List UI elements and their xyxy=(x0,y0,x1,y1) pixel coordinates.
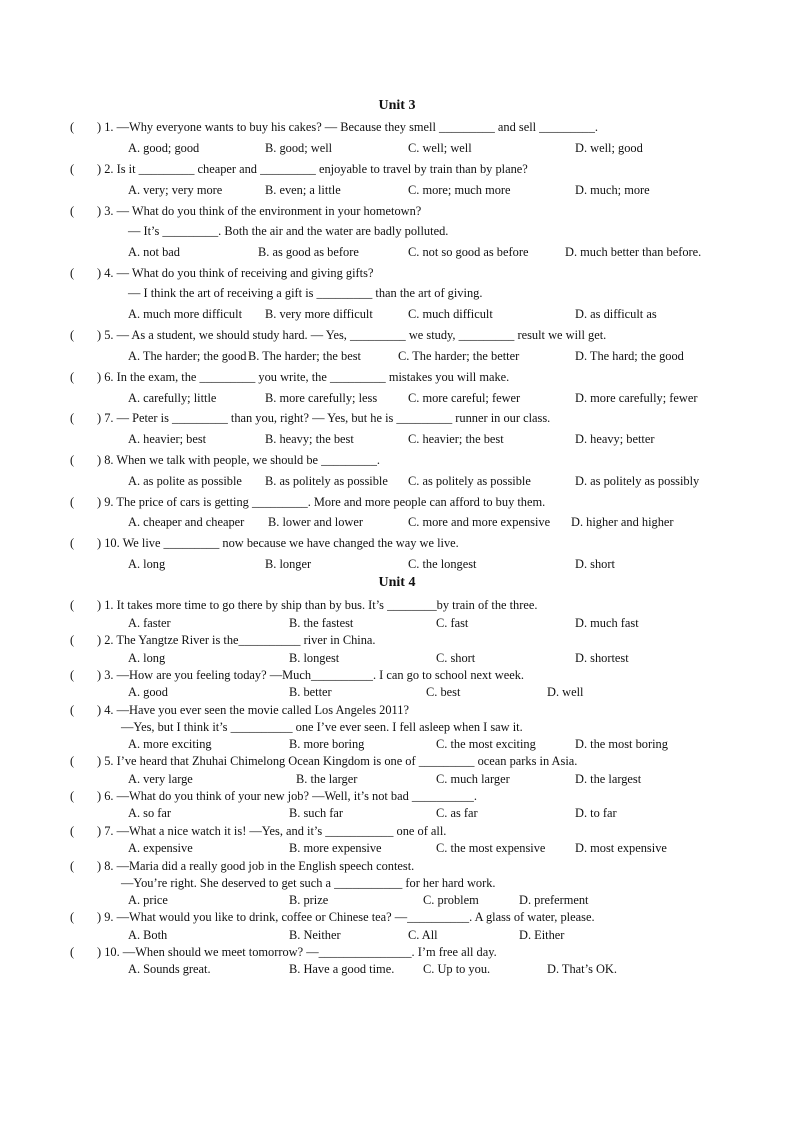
question-text: ) 2. Is it _________ cheaper and _________ enjoyable to travel by train than by plane? xyxy=(97,162,528,176)
question-text: ) 10. —When should we meet tomorrow? —_______________. I’m free all day. xyxy=(97,945,497,959)
option-b[interactable]: B. Have a good time. xyxy=(289,962,395,976)
options-row xyxy=(0,891,794,909)
option-c[interactable]: C. the most exciting xyxy=(436,737,536,751)
option-c[interactable]: C. The harder; the better xyxy=(398,349,520,363)
option-d[interactable]: D. heavy; better xyxy=(575,432,655,446)
option-d[interactable]: D. much better than before. xyxy=(565,245,702,259)
option-a[interactable]: A. as polite as possible xyxy=(128,474,242,488)
option-a[interactable]: A. good xyxy=(128,685,168,699)
option-b[interactable]: B. such far xyxy=(289,806,344,820)
options-row xyxy=(0,555,794,573)
options-row xyxy=(0,804,794,822)
option-c[interactable]: C. more careful; fewer xyxy=(408,391,521,405)
options-row xyxy=(0,181,794,199)
answer-bracket[interactable]: ( xyxy=(70,703,75,717)
option-d[interactable]: D. much; more xyxy=(575,183,650,197)
answer-bracket[interactable]: ( xyxy=(70,495,75,509)
option-b[interactable]: B. the larger xyxy=(296,772,358,786)
question-text: ) 9. The price of cars is getting _________. More and more people can afford to buy them. xyxy=(97,495,546,509)
options-row xyxy=(0,305,794,323)
option-c[interactable]: C. heavier; the best xyxy=(408,432,504,446)
question-text-continued: — It’s _________. Both the air and the water are badly polluted. xyxy=(128,224,449,238)
option-b[interactable]: B. more boring xyxy=(289,737,365,751)
options-row xyxy=(0,683,794,701)
question-text: ) 10. We live _________ now because we have changed the way we live. xyxy=(97,536,459,550)
option-d[interactable]: D. higher and higher xyxy=(571,515,674,529)
option-d[interactable]: D. well; good xyxy=(575,141,643,155)
option-d[interactable]: D. the most boring xyxy=(575,737,668,751)
option-c[interactable]: C. best xyxy=(426,685,461,699)
answer-bracket[interactable]: ( xyxy=(70,204,75,218)
option-d[interactable]: D. much fast xyxy=(575,616,639,630)
option-b[interactable]: B. more carefully; less xyxy=(265,391,378,405)
option-c[interactable]: C. more and more expensive xyxy=(408,515,551,529)
option-b[interactable]: B. more expensive xyxy=(289,841,382,855)
option-a[interactable]: A. faster xyxy=(128,616,171,630)
option-c[interactable]: C. more; much more xyxy=(408,183,511,197)
question-text: ) 7. — Peter is _________ than you, right? — Yes, but he is _________ runner in our class. xyxy=(97,411,551,425)
option-c[interactable]: C. short xyxy=(436,651,476,665)
option-c[interactable]: C. the longest xyxy=(408,557,477,571)
question-text-continued: —Yes, but I think it’s __________ one I’ve ever seen. I fell asleep when I saw it. xyxy=(121,720,523,734)
answer-bracket[interactable]: ( xyxy=(70,754,75,768)
option-d[interactable]: D. well xyxy=(547,685,584,699)
option-c[interactable]: C. problem xyxy=(423,893,479,907)
answer-bracket[interactable]: ( xyxy=(70,162,75,176)
option-d[interactable]: D. most expensive xyxy=(575,841,667,855)
option-b[interactable]: B. Neither xyxy=(289,928,341,942)
options-row xyxy=(0,649,794,667)
question-text: ) 5. — As a student, we should study hard. — Yes, _________ we study, _________ result we will get. xyxy=(97,328,607,342)
option-c[interactable]: C. fast xyxy=(436,616,469,630)
option-c[interactable]: C. well; well xyxy=(408,141,472,155)
option-b[interactable]: B. as good as before xyxy=(258,245,359,259)
options-row xyxy=(0,139,794,157)
option-d[interactable]: D. That’s OK. xyxy=(547,962,617,976)
answer-bracket[interactable]: ( xyxy=(70,266,75,280)
option-c[interactable]: C. Up to you. xyxy=(423,962,491,976)
answer-bracket[interactable]: ( xyxy=(70,370,75,384)
option-a[interactable]: A. carefully; little xyxy=(128,391,217,405)
answer-bracket[interactable]: ( xyxy=(70,668,75,682)
option-a[interactable]: A. long xyxy=(128,651,166,665)
option-d[interactable]: D. as politely as possibly xyxy=(575,474,700,488)
options-row xyxy=(0,430,794,448)
option-b[interactable]: B. lower and lower xyxy=(268,515,363,529)
option-a[interactable]: A. much more difficult xyxy=(128,307,243,321)
option-a[interactable]: A. expensive xyxy=(128,841,193,855)
answer-bracket[interactable]: ( xyxy=(70,536,75,550)
answer-bracket[interactable]: ( xyxy=(70,824,75,838)
option-d[interactable]: D. short xyxy=(575,557,615,571)
option-d[interactable]: D. The hard; the good xyxy=(575,349,684,363)
question-text-continued: —You’re right. She deserved to get such a ___________ for her hard work. xyxy=(121,876,496,890)
option-b[interactable]: B. prize xyxy=(289,893,329,907)
option-a[interactable]: A. Both xyxy=(128,928,168,942)
question-text: ) 6. —What do you think of your new job? —Well, it’s not bad __________. xyxy=(97,789,477,803)
question-text: ) 1. It takes more time to go there by ship than by bus. It’s ________by train of the three. xyxy=(97,598,538,612)
option-c[interactable]: C. not so good as before xyxy=(408,245,529,259)
answer-bracket[interactable]: ( xyxy=(70,789,75,803)
options-row xyxy=(0,770,794,788)
option-b[interactable]: B. longer xyxy=(265,557,312,571)
answer-bracket[interactable]: ( xyxy=(70,453,75,467)
option-a[interactable]: A. Sounds great. xyxy=(128,962,211,976)
options-row xyxy=(0,513,794,531)
question-text: ) 6. In the exam, the _________ you write, the _________ mistakes you will make. xyxy=(97,370,510,384)
option-c[interactable]: C. as politely as possible xyxy=(408,474,531,488)
unit-title: Unit 4 xyxy=(378,575,416,590)
option-b[interactable]: B. good; well xyxy=(265,141,333,155)
options-row xyxy=(0,960,794,978)
question-text: ) 3. —How are you feeling today? —Much__________. I can go to school next week. xyxy=(97,668,525,682)
options-row xyxy=(0,389,794,407)
answer-bracket[interactable]: ( xyxy=(70,328,75,342)
option-a[interactable]: A. so far xyxy=(128,806,172,820)
options-row xyxy=(0,347,794,365)
answer-bracket[interactable]: ( xyxy=(70,411,75,425)
question-text: ) 1. —Why everyone wants to buy his cakes? — Because they smell _________ and sell _________. xyxy=(97,120,599,134)
option-a[interactable]: A. The harder; the good xyxy=(128,349,247,363)
answer-bracket[interactable]: ( xyxy=(70,910,75,924)
question-text-continued: — I think the art of receiving a gift is _________ than the art of giving. xyxy=(128,286,483,300)
option-d[interactable]: D. as difficult as xyxy=(575,307,657,321)
option-d[interactable]: D. the largest xyxy=(575,772,642,786)
option-c[interactable]: C. much larger xyxy=(436,772,510,786)
question-text: ) 3. — What do you think of the environment in your hometown? xyxy=(97,204,422,218)
option-b[interactable]: B. better xyxy=(289,685,332,699)
options-row xyxy=(0,735,794,753)
option-d[interactable]: D. shortest xyxy=(575,651,629,665)
option-a[interactable]: A. more exciting xyxy=(128,737,212,751)
question-text: ) 4. —Have you ever seen the movie called Los Angeles 2011? xyxy=(97,703,409,717)
option-b[interactable]: B. heavy; the best xyxy=(265,432,354,446)
option-c[interactable]: C. as far xyxy=(436,806,478,820)
options-row xyxy=(0,243,794,261)
answer-bracket[interactable]: ( xyxy=(70,945,75,959)
question-text: ) 7. —What a nice watch it is! —Yes, and it’s ___________ one of all. xyxy=(97,824,447,838)
question-text: ) 8. —Maria did a really good job in the English speech contest. xyxy=(97,859,415,873)
option-b[interactable]: B. very more difficult xyxy=(265,307,373,321)
option-b[interactable]: B. The harder; the best xyxy=(248,349,361,363)
option-a[interactable]: A. price xyxy=(128,893,168,907)
answer-bracket[interactable]: ( xyxy=(70,598,75,612)
answer-bracket[interactable]: ( xyxy=(70,120,75,134)
option-a[interactable]: A. good; good xyxy=(128,141,200,155)
option-a[interactable]: A. heavier; best xyxy=(128,432,207,446)
options-row xyxy=(0,472,794,490)
question-text: ) 2. The Yangtze River is the__________ river in China. xyxy=(97,633,376,647)
question-text: ) 4. — What do you think of receiving and giving gifts? xyxy=(97,266,374,280)
option-d[interactable]: D. more carefully; fewer xyxy=(575,391,698,405)
option-d[interactable]: D. Either xyxy=(519,928,565,942)
option-b[interactable]: B. longest xyxy=(289,651,340,665)
option-a[interactable]: A. long xyxy=(128,557,166,571)
option-d[interactable]: D. preferment xyxy=(519,893,589,907)
answer-bracket[interactable]: ( xyxy=(70,633,75,647)
question-text: ) 8. When we talk with people, we should be _________. xyxy=(97,453,380,467)
options-row xyxy=(0,839,794,857)
option-c[interactable]: C. the most expensive xyxy=(436,841,546,855)
option-a[interactable]: A. cheaper and cheaper xyxy=(128,515,245,529)
answer-bracket[interactable]: ( xyxy=(70,859,75,873)
option-c[interactable]: C. much difficult xyxy=(408,307,493,321)
question-text: ) 9. —What would you like to drink, coffee or Chinese tea? —__________. A glass of water, please. xyxy=(97,910,595,924)
unit-title: Unit 3 xyxy=(378,98,416,113)
option-b[interactable]: B. the fastest xyxy=(289,616,354,630)
option-b[interactable]: B. as politely as possible xyxy=(265,474,388,488)
option-a[interactable]: A. not bad xyxy=(128,245,180,259)
question-text: ) 5. I’ve heard that Zhuhai Chimelong Ocean Kingdom is one of _________ ocean parks in Asia. xyxy=(97,754,578,768)
option-d[interactable]: D. to far xyxy=(575,806,617,820)
option-a[interactable]: A. very large xyxy=(128,772,193,786)
option-b[interactable]: B. even; a little xyxy=(265,183,341,197)
option-c[interactable]: C. All xyxy=(408,928,438,942)
options-row xyxy=(0,614,794,632)
options-row xyxy=(0,926,794,944)
option-a[interactable]: A. very; very more xyxy=(128,183,223,197)
